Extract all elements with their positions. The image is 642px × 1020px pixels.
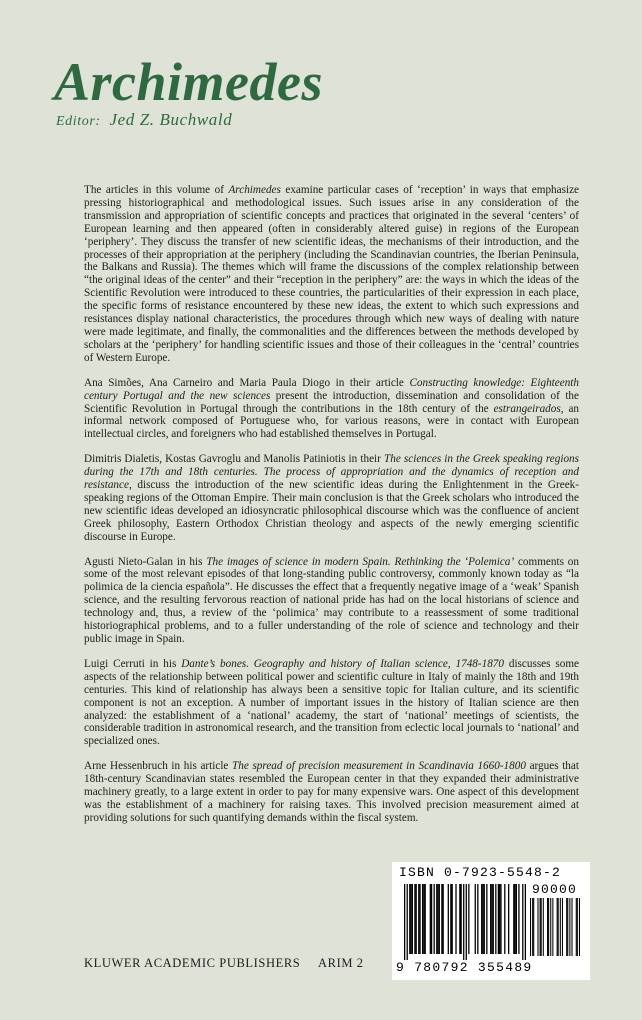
barcode-bar (418, 884, 419, 954)
barcode-bar (439, 884, 440, 954)
barcode-bar (431, 884, 432, 954)
series-code: ARIM 2 (318, 956, 364, 970)
article-title: The images of science in modern Spain. Rethinking the ‘Polemica’ (206, 555, 515, 568)
barcode-bar (448, 884, 449, 954)
barcode-bar (493, 884, 494, 954)
barcode-bar (522, 884, 523, 960)
barcode-bar (552, 898, 553, 956)
barcode-bar (566, 898, 567, 956)
barcode-bar (422, 884, 423, 954)
barcode-bar (459, 884, 460, 954)
barcode-bar (410, 884, 411, 954)
article-title: Dante’s bones. Geography and history of Italian science, 1748-1870 (181, 657, 504, 670)
paragraph-scandinavia (84, 760, 579, 825)
barcode-bar (543, 898, 544, 956)
barcode-bar (537, 898, 538, 956)
paragraph-text: Luigi Cerruti in his (84, 657, 182, 670)
paragraph-text: discuss the introduction of the new scientific ideas during the Enlightenment in the Greek-speaking regions of the Ottoman Empire. Their main conclusion is that the Greek scholars who introduced the new scientific ideas developed an idiosyncratic philosophical discourse which was the confluence of ancient Greek philosophy, Eastern Orthodox Christian theology and aspects of the newly emerging scientific discourse in Europe. (84, 479, 579, 543)
barcode-bar (499, 884, 500, 954)
barcode-bar (409, 884, 410, 954)
ean-barcode-bars (404, 884, 526, 960)
editor-name: Jed Z. Buchwald (109, 110, 233, 129)
article-title: The sciences in the Greek speaking regions during the 17th and 18th centuries. The process of appropriation and the dynamics of reception and resistance, (84, 453, 579, 492)
paragraph-portugal (84, 377, 579, 442)
paragraph-text: comments on some of the most relevant episodes of that long-standing public controversy, commonly known today as “la polimica de la ciencia española”. He discusses the effect that a frequently negative image of a ‘weak’ Spanish science, and the resulting fervorous reaction of national pride has had on the local historians of science and technology and, thus, a review of the ‘polimica’ may contribute to a reassessment of some traditional historiographical problems, and to a fuller understanding of the role of science and technology and their public image in Spain. (84, 555, 579, 645)
paragraph-greece (84, 453, 579, 543)
paragraph-text: argues that 18th-century Scandinavian states resembled the European center in that they expanded their administrative machinery greatly, to a large extent in order to pay for many expensive wars. One aspect of this development was the establishment of a machinery for raising taxes. This involved precision measurement aimed at providing solutions for such quantifying demands within the fiscal system. (84, 760, 579, 824)
barcode-bar (477, 884, 478, 954)
blurb-text (84, 184, 579, 837)
barcode-bar (404, 884, 405, 960)
barcode-bar (495, 884, 496, 954)
barcode-bar (557, 898, 558, 956)
barcode-bar (484, 884, 485, 954)
paragraph-text: Arne Hessenbruch in his article (84, 760, 233, 773)
barcode-bar (481, 884, 482, 954)
barcode-bar (482, 884, 483, 954)
barcode-bar (443, 884, 444, 954)
barcode-bar (486, 884, 487, 954)
barcode-bar (419, 884, 420, 954)
series-title: Archimedes (54, 52, 323, 112)
barcode-bar (468, 884, 469, 954)
barcode-bar (533, 898, 534, 956)
barcode-bar (450, 884, 451, 954)
barcode-bar (466, 884, 467, 960)
paragraph-text: , an informal network composed of Portuguese who, for various reasons, were in contact with European intellectual circles, and foreigners who had established themselves in Portugal. (84, 402, 580, 441)
addon-barcode-bars (530, 898, 580, 956)
paragraph-text: discusses some aspects of the relationship between political power and scientific culture in Italy of mainly the 18th and 19th centuries. This kind of relationship has always been a sensitive topic for Italian culture, and its scientific component is not an exception. A number of important issues in the history of Italian science are then analyzed: the establishment of a ‘national’ academy, the start of ‘national’ meetings of scientists, the considerable tradition in astronomical research, and the transition from eclectic local journals to ‘national’ and specialized ones. (84, 657, 579, 748)
barcode-bar (461, 884, 462, 954)
barcode-bar (577, 898, 578, 956)
intro-text-b: examine particular cases of ‘reception’ in ways that emphasize pressing historiographical and methodological issues. Such issues arise in any consideration of the transmission and appropriation of scientific concepts and practices that originated in the several ‘centers’ of European learning and then appeared (often in considerably altered guise) in regions of the European ‘periphery’. They discuss the transfer of new scientific ideas, the mechanisms of their introduction, and the processes of their appropriation at the periphery (including the Scandinavian countries, the Iberian Peninsula, the Balkans and Russia). The themes which will frame the discussions of the complex relationship between “the original ideas of the center” and their “reception in the periphery” are: the ways in which the ideas of the Scientific Revolution were introduced to these countries, the particularities of their expression in each place, the specific forms of resistance encountered by these new ideas, the extent to which such expressions and resistances display national characteristics, the procedures through which new ways of dealing with nature were made legitimate, and finally, the commonalities and the differences between the methods developed by scholars at the ‘periphery’ for handling scientific issues and those of their colleagues in the ‘central’ countries of Western Europe. (84, 184, 580, 364)
barcode-bar (412, 884, 413, 954)
publisher-name: KLUWER ACADEMIC PUBLISHERS (84, 956, 301, 970)
barcode-bar (498, 884, 499, 954)
barcode-bar (518, 884, 519, 954)
barcode-bar (516, 884, 517, 954)
barcode-bar (407, 884, 408, 960)
barcode-bar (441, 884, 442, 954)
barcode-bar (569, 898, 570, 956)
paragraph-text: Agusti Nieto-Galan in his (84, 555, 207, 568)
barcode-bar (423, 884, 424, 954)
barcode-bar (436, 884, 437, 954)
barcode-bar (576, 898, 577, 956)
barcode-bar (547, 898, 548, 956)
barcode-bar (548, 898, 549, 956)
barcode-bar (434, 884, 435, 954)
barcode-bar (475, 884, 476, 954)
barcode-bar (567, 898, 568, 956)
italic-term: estrangeirados (493, 402, 561, 415)
barcode-bar (550, 898, 551, 956)
price-addon-number: 90000 (532, 882, 578, 897)
paragraph-text: present the introduction, dissemination and consolidation of the Scientific Revolution in Portugal through the contributions in the 18th century of the (84, 389, 579, 415)
barcode-bar (425, 884, 426, 954)
barcode-bar (414, 884, 415, 954)
intro-text-a: The articles in this volume of (84, 184, 229, 196)
paragraph-italy (84, 658, 579, 748)
isbn-barcode (392, 862, 590, 980)
intro-paragraph (84, 184, 579, 365)
barcode-bar (504, 884, 505, 954)
barcode-bar (416, 884, 417, 954)
barcode-bar (562, 898, 563, 956)
barcode-bar (490, 884, 491, 954)
barcode-bar (540, 898, 541, 956)
editor-label: Editor: (56, 114, 101, 129)
barcode-bar (430, 884, 431, 954)
barcode-bar (463, 884, 464, 960)
barcode-bar (455, 884, 456, 954)
barcode-bar (532, 898, 533, 956)
barcode-bar (571, 898, 572, 956)
paragraph-text: Ana Simões, Ana Carneiro and Maria Paula Diogo in their article (84, 376, 410, 389)
barcode-bar (525, 884, 526, 960)
article-title: Constructing knowledge: Eighteenth century Portugal and the new sciences (84, 376, 579, 402)
barcode-bar (558, 898, 559, 956)
barcode-bar (530, 898, 531, 956)
paragraph-text: Dimitris Dialetis, Kostas Gavroglu and Manolis Patiniotis in their (84, 453, 384, 466)
article-title: The spread of precision measurement in Scandinavia 1660-1800 (232, 760, 526, 773)
barcode-bar (508, 884, 509, 954)
barcode-bar (452, 884, 453, 954)
barcode-bar (437, 884, 438, 954)
barcode-bar (560, 898, 561, 956)
barcode-bar (513, 884, 514, 954)
editor-line (56, 110, 232, 130)
barcode-bar (514, 884, 515, 954)
barcode-bar (541, 898, 542, 956)
isbn-number: ISBN 0-7923-5548-2 (399, 865, 562, 880)
paragraph-spain (84, 556, 579, 646)
barcode-bar (491, 884, 492, 954)
barcode-bar (579, 898, 580, 956)
ean-number: 9 780792 355489 (396, 960, 533, 975)
barcode-bar (500, 884, 501, 954)
intro-series-title: Archimedes (228, 184, 281, 196)
